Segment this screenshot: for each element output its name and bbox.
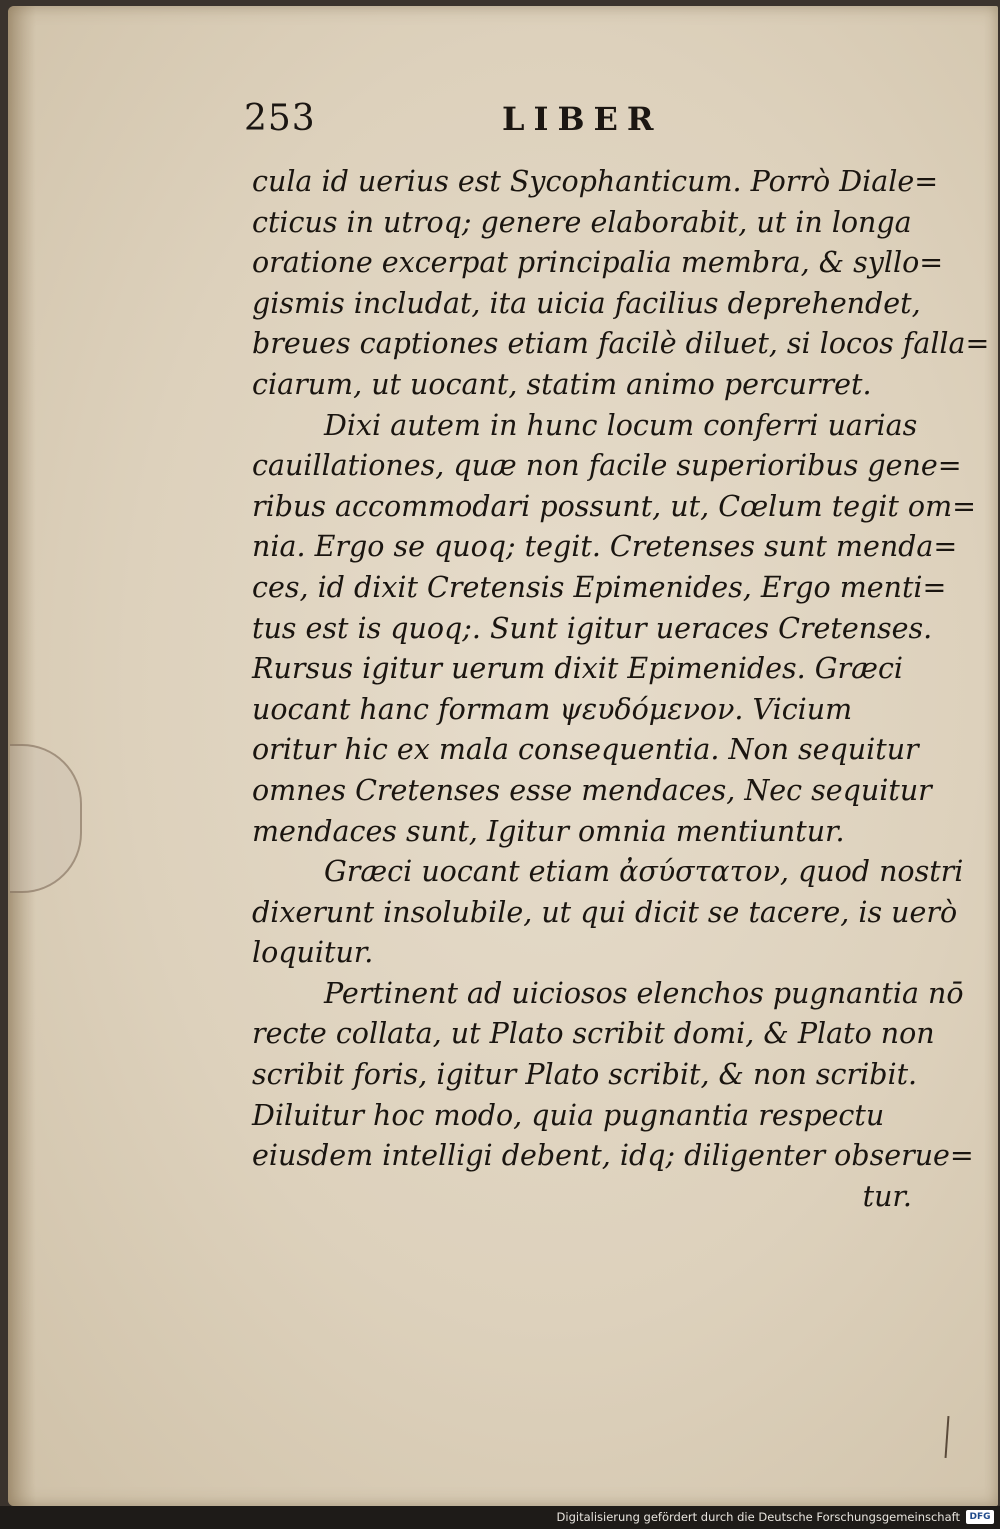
text-line: tur. [862, 1179, 912, 1213]
text-line: oratione excerpat principalia membra, & syllo= [252, 246, 944, 280]
page-clip-holder [10, 744, 82, 893]
text-line: Græci uocant etiam ἀσύστατον, quod nostri [324, 855, 964, 889]
text-line: eiusdem intelligi debent, idq; diligenter obserue= [252, 1139, 974, 1173]
folio-number: 253 [244, 98, 316, 139]
running-head: LIBER [502, 100, 663, 138]
text-line: uocant hanc formam ψευδόμενον. Vicium [252, 692, 853, 726]
margin-mark [945, 1416, 950, 1458]
text-line: cauillationes, quæ non facile superioribus gene= [252, 449, 962, 483]
text-line: ciarum, ut uocant, statim animo percurret. [252, 367, 872, 401]
body-text [252, 162, 990, 1217]
text-line: nia. Ergo se quoq; tegit. Cretenses sunt menda= [252, 530, 958, 564]
text-line: cticus in utroq; genere elaborabit, ut in longa [252, 205, 912, 239]
text-line: Pertinent ad uiciosos elenchos pugnantia nō [324, 976, 964, 1010]
digitization-footer [0, 1506, 1000, 1529]
text-line: omnes Cretenses esse mendaces, Nec sequitur [252, 773, 932, 807]
text-line: loquitur. [252, 936, 374, 970]
text-line: gismis includat, ita uicia facilius deprehendet, [252, 286, 921, 320]
page-header [244, 98, 704, 148]
text-line: ces, id dixit Cretensis Epimenides, Ergo menti= [252, 570, 947, 604]
text-line: Rursus igitur uerum dixit Epimenides. Græci [252, 652, 904, 686]
text-line: breues captiones etiam facilè diluet, si locos falla= [252, 327, 990, 361]
text-line: recte collata, ut Plato scribit domi, & Plato non [252, 1017, 935, 1051]
text-line: Dixi autem in hunc locum conferri uarias [324, 408, 918, 442]
text-line: scribit foris, igitur Plato scribit, & non scribit. [252, 1058, 918, 1092]
dfg-logo-icon: DFG [966, 1510, 994, 1524]
text-line: cula id uerius est Sycophanticum. Porrò Diale= [252, 165, 939, 198]
funding-credit: Digitalisierung gefördert durch die Deutsche Forschungsgemeinschaft [556, 1510, 960, 1524]
text-line: Diluitur hoc modo, quia pugnantia respectu [252, 1098, 885, 1132]
text-line: ribus accommodari possunt, ut, Cœlum tegit om= [252, 489, 976, 523]
text-line: oritur hic ex mala consequentia. Non sequitur [252, 733, 919, 767]
text-line: mendaces sunt, Igitur omnia mentiuntur. [252, 814, 845, 848]
text-line: dixerunt insolubile, ut qui dicit se tacere, is uerò [252, 895, 958, 929]
book-page [8, 6, 998, 1506]
text-line: tus est is quoq;. Sunt igitur ueraces Cretenses. [252, 611, 933, 645]
